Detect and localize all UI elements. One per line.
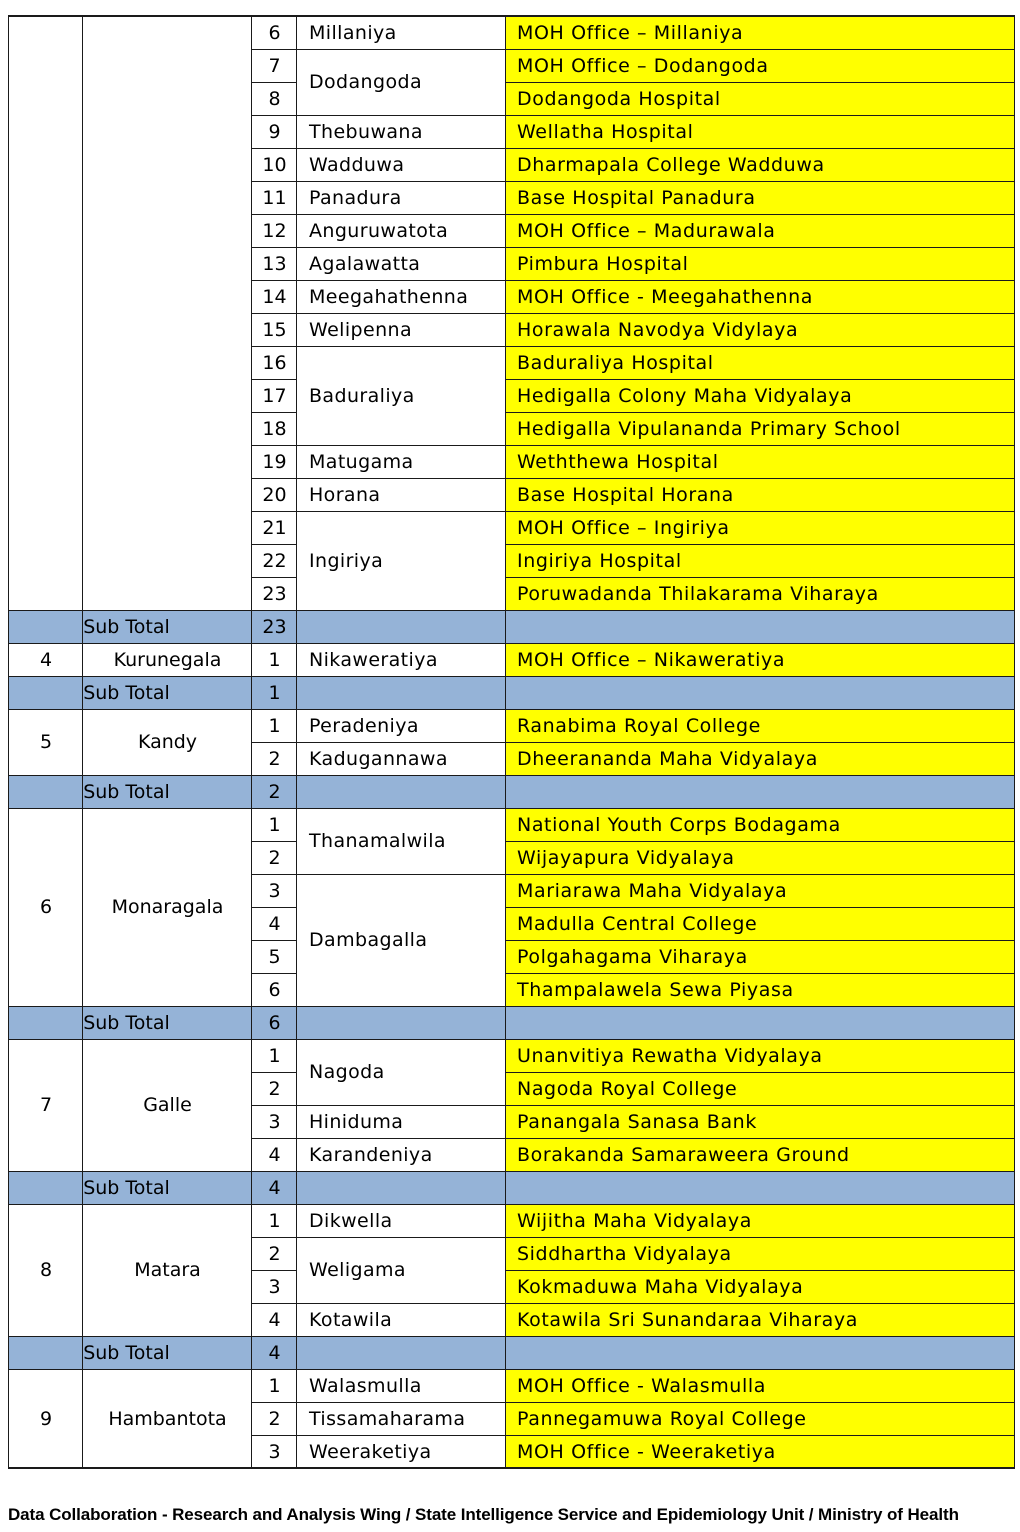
division-name: Weligama: [297, 1237, 506, 1303]
row-number: 21: [252, 511, 297, 544]
footer-credit: Data Collaboration - Research and Analysis Wing / State Intelligence Service and Epidemiology Unit / Ministry of Health: [8, 1505, 959, 1524]
location-cell: MOH Office – Madurawala: [506, 214, 1015, 247]
location-cell: Horawala Navodya Vidylaya: [506, 313, 1015, 346]
row-number: 17: [252, 379, 297, 412]
location-cell: Nagoda Royal College: [506, 1072, 1015, 1105]
location-cell: Madulla Central College: [506, 907, 1015, 940]
location-cell: Dodangoda Hospital: [506, 82, 1015, 115]
subtotal-value: 2: [252, 775, 297, 808]
row-number: 6: [252, 16, 297, 49]
division-name: Dodangoda: [297, 49, 506, 115]
row-number: 4: [252, 1138, 297, 1171]
division-name: Anguruwatota: [297, 214, 506, 247]
subtotal-label: Sub Total: [9, 1006, 252, 1039]
location-cell: Panangala Sanasa Bank: [506, 1105, 1015, 1138]
district-number: 6: [9, 808, 83, 1006]
subtotal-blank: [506, 676, 1015, 709]
location-cell: MOH Office – Millaniya: [506, 16, 1015, 49]
row-number: 4: [252, 907, 297, 940]
location-cell: Dheerananda Maha Vidyalaya: [506, 742, 1015, 775]
grid-line: [8, 16, 9, 1468]
subtotal-value: 4: [252, 1171, 297, 1204]
division-name: Thanamalwila: [297, 808, 506, 874]
district-number: 4: [9, 643, 83, 676]
location-cell: Wellatha Hospital: [506, 115, 1015, 148]
table-border: [8, 15, 1015, 17]
district-name: Matara: [83, 1204, 252, 1336]
subtotal-blank: [297, 1336, 506, 1369]
division-name: Wadduwa: [297, 148, 506, 181]
location-cell: MOH Office - Meegahathenna: [506, 280, 1015, 313]
division-name: Horana: [297, 478, 506, 511]
district-name: Hambantota: [83, 1369, 252, 1468]
division-name: Ingiriya: [297, 511, 506, 610]
division-name: Karandeniya: [297, 1138, 506, 1171]
district-number: [9, 16, 83, 610]
grid-line: [505, 16, 506, 1468]
row-number: 16: [252, 346, 297, 379]
division-name: Dambagalla: [297, 874, 506, 1006]
division-name: Baduraliya: [297, 346, 506, 445]
division-name: Nikaweratiya: [297, 643, 506, 676]
location-cell: Baduraliya Hospital: [506, 346, 1015, 379]
location-cell: Ingiriya Hospital: [506, 544, 1015, 577]
district-name: Kurunegala: [83, 643, 252, 676]
division-name: Kotawila: [297, 1303, 506, 1336]
location-cell: Kotawila Sri Sunandaraa Viharaya: [506, 1303, 1015, 1336]
district-number: 8: [9, 1204, 83, 1336]
division-name: Meegahathenna: [297, 280, 506, 313]
row-number: 2: [252, 1237, 297, 1270]
row-number: 2: [252, 841, 297, 874]
subtotal-label: Sub Total: [9, 676, 252, 709]
row-number: 5: [252, 940, 297, 973]
location-cell: Base Hospital Horana: [506, 478, 1015, 511]
row-number: 7: [252, 49, 297, 82]
grid-line: [296, 16, 297, 1468]
subtotal-blank: [506, 610, 1015, 643]
row-number: 1: [252, 1369, 297, 1402]
row-number: 1: [252, 709, 297, 742]
location-cell: MOH Office – Nikaweratiya: [506, 643, 1015, 676]
location-cell: Mariarawa Maha Vidyalaya: [506, 874, 1015, 907]
row-number: 20: [252, 478, 297, 511]
division-name: Matugama: [297, 445, 506, 478]
subtotal-value: 1: [252, 676, 297, 709]
row-number: 13: [252, 247, 297, 280]
row-number: 4: [252, 1303, 297, 1336]
subtotal-blank: [297, 610, 506, 643]
subtotal-label: Sub Total: [9, 610, 252, 643]
subtotal-label: Sub Total: [9, 1336, 252, 1369]
row-number: 1: [252, 1039, 297, 1072]
row-number: 10: [252, 148, 297, 181]
row-number: 2: [252, 742, 297, 775]
location-cell: MOH Office – Dodangoda: [506, 49, 1015, 82]
division-name: Agalawatta: [297, 247, 506, 280]
division-name: Peradeniya: [297, 709, 506, 742]
row-number: 9: [252, 115, 297, 148]
row-number: 22: [252, 544, 297, 577]
division-name: Walasmulla: [297, 1369, 506, 1402]
row-number: 18: [252, 412, 297, 445]
division-name: Nagoda: [297, 1039, 506, 1105]
row-number: 2: [252, 1402, 297, 1435]
location-cell: Wijitha Maha Vidyalaya: [506, 1204, 1015, 1237]
grid-line: [251, 16, 252, 1468]
location-cell: Weththewa Hospital: [506, 445, 1015, 478]
subtotal-blank: [297, 775, 506, 808]
district-name: Kandy: [83, 709, 252, 775]
subtotal-blank: [506, 1006, 1015, 1039]
division-name: Millaniya: [297, 16, 506, 49]
location-cell: Unanvitiya Rewatha Vidyalaya: [506, 1039, 1015, 1072]
division-name: Kadugannawa: [297, 742, 506, 775]
row-number: 1: [252, 1204, 297, 1237]
location-cell: Dharmapala College Wadduwa: [506, 148, 1015, 181]
location-cell: Hedigalla Vipulananda Primary School: [506, 412, 1015, 445]
subtotal-blank: [297, 1171, 506, 1204]
division-name: Tissamaharama: [297, 1402, 506, 1435]
location-cell: Kokmaduwa Maha Vidyalaya: [506, 1270, 1015, 1303]
row-number: 12: [252, 214, 297, 247]
location-cell: MOH Office – Ingiriya: [506, 511, 1015, 544]
district-number: 5: [9, 709, 83, 775]
district-name: [83, 16, 252, 610]
subtotal-value: 4: [252, 1336, 297, 1369]
row-number: 14: [252, 280, 297, 313]
location-cell: Ranabima Royal College: [506, 709, 1015, 742]
subtotal-blank: [506, 1171, 1015, 1204]
row-number: 3: [252, 1435, 297, 1468]
location-cell: Polgahagama Viharaya: [506, 940, 1015, 973]
location-cell: Poruwadanda Thilakarama Viharaya: [506, 577, 1015, 610]
subtotal-value: 23: [252, 610, 297, 643]
district-number: 9: [9, 1369, 83, 1468]
location-cell: Siddhartha Vidyalaya: [506, 1237, 1015, 1270]
location-cell: Wijayapura Vidyalaya: [506, 841, 1015, 874]
subtotal-blank: [297, 1006, 506, 1039]
subtotal-value: 6: [252, 1006, 297, 1039]
subtotal-blank: [506, 1336, 1015, 1369]
location-cell: Base Hospital Panadura: [506, 181, 1015, 214]
grid-line: [82, 16, 83, 1468]
row-number: 15: [252, 313, 297, 346]
division-name: Hiniduma: [297, 1105, 506, 1138]
row-number: 2: [252, 1072, 297, 1105]
row-number: 6: [252, 973, 297, 1006]
division-name: Dikwella: [297, 1204, 506, 1237]
row-number: 3: [252, 1270, 297, 1303]
row-number: 1: [252, 643, 297, 676]
district-name: Monaragala: [83, 808, 252, 1006]
location-cell: National Youth Corps Bodagama: [506, 808, 1015, 841]
location-cell: Pimbura Hospital: [506, 247, 1015, 280]
row-number: 1: [252, 808, 297, 841]
location-cell: Borakanda Samaraweera Ground: [506, 1138, 1015, 1171]
location-cell: MOH Office - Walasmulla: [506, 1369, 1015, 1402]
division-name: Welipenna: [297, 313, 506, 346]
grid-line: [1014, 16, 1015, 1468]
location-cell: Hedigalla Colony Maha Vidyalaya: [506, 379, 1015, 412]
row-number: 23: [252, 577, 297, 610]
division-name: Thebuwana: [297, 115, 506, 148]
row-number: 11: [252, 181, 297, 214]
row-number: 8: [252, 82, 297, 115]
division-name: Panadura: [297, 181, 506, 214]
location-cell: Pannegamuwa Royal College: [506, 1402, 1015, 1435]
row-number: 3: [252, 874, 297, 907]
location-cell: Thampalawela Sewa Piyasa: [506, 973, 1015, 1006]
subtotal-blank: [506, 775, 1015, 808]
district-number: 7: [9, 1039, 83, 1171]
location-cell: MOH Office - Weeraketiya: [506, 1435, 1015, 1468]
row-number: 19: [252, 445, 297, 478]
subtotal-blank: [297, 676, 506, 709]
row-number: 3: [252, 1105, 297, 1138]
subtotal-label: Sub Total: [9, 775, 252, 808]
subtotal-label: Sub Total: [9, 1171, 252, 1204]
table-border: [8, 1467, 1015, 1469]
district-name: Galle: [83, 1039, 252, 1171]
division-name: Weeraketiya: [297, 1435, 506, 1468]
